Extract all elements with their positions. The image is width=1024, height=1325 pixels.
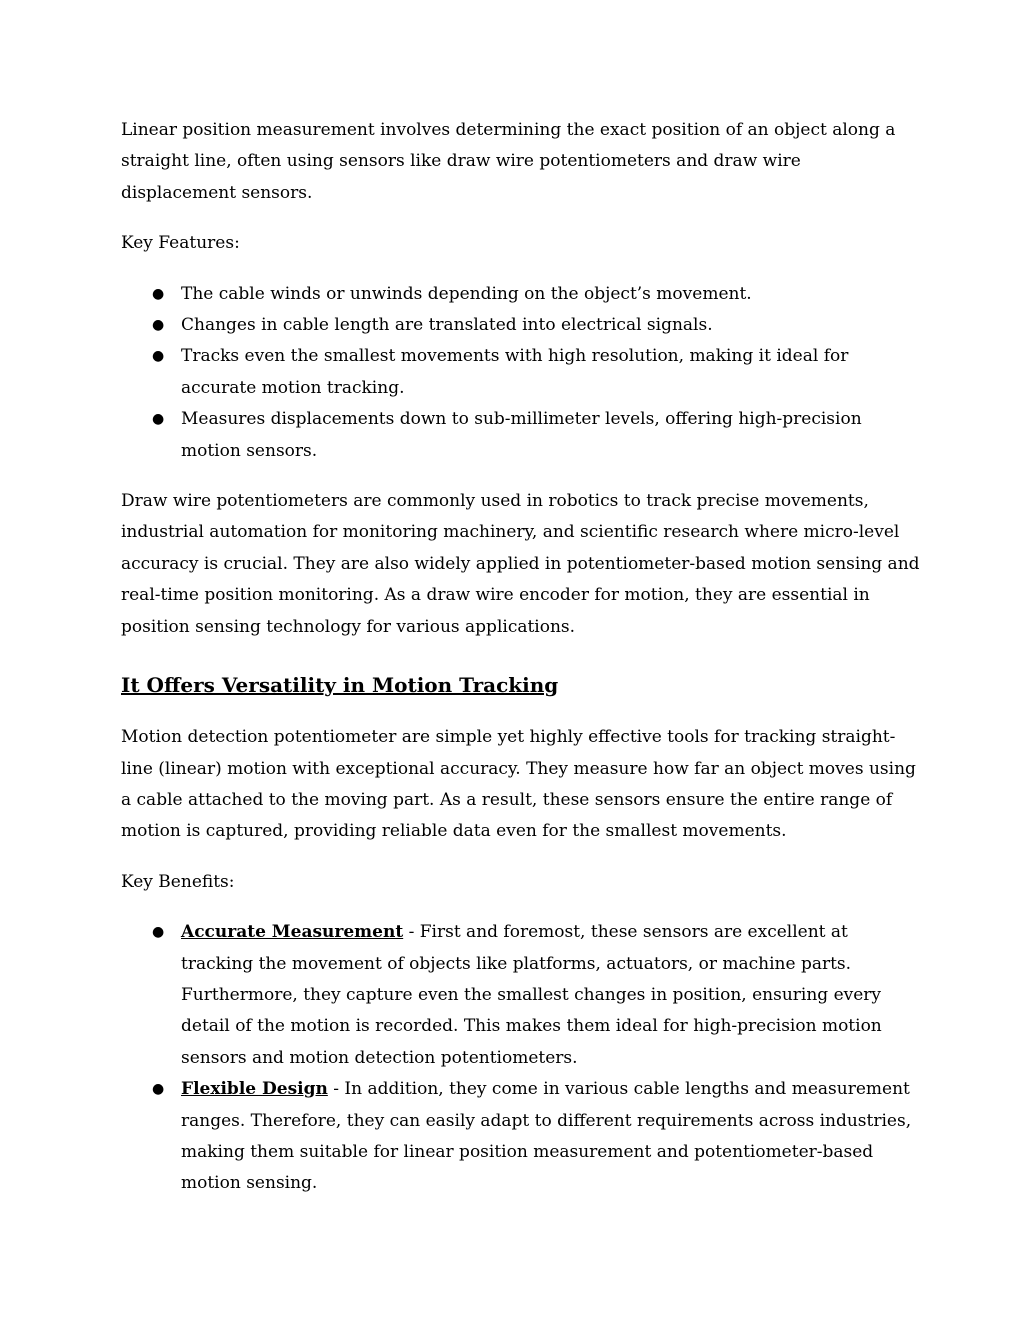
bullet-icon: ● bbox=[152, 285, 165, 302]
feature-text: Changes in cable length are translated into electrical signals. bbox=[181, 315, 713, 336]
list-item bbox=[121, 917, 921, 1074]
benefit-term: Accurate Measurement bbox=[181, 922, 404, 943]
intro-paragraph: Linear position measurement involves determining the exact position of an object along a straight line, often using sensors like draw wire potentiometers and draw wire displacement sensors. bbox=[121, 120, 896, 203]
list-item bbox=[121, 404, 921, 467]
list-item bbox=[121, 1074, 921, 1200]
bullet-icon: ● bbox=[152, 348, 165, 365]
applications-paragraph: Draw wire potentiometers are commonly used in robotics to track precise movements, industrial automation for monitoring machinery, and scientific research where micro-level accuracy is crucial. They are also widely applied in potentiometer-based motion sensing and real-time position monitoring. As a draw wire encoder for motion, they are essential in position sensing technology for various applications. bbox=[121, 491, 920, 637]
key-features-label: Key Features: bbox=[121, 233, 240, 254]
list-item bbox=[121, 310, 921, 341]
bullet-icon: ● bbox=[152, 411, 165, 428]
document-page bbox=[121, 115, 921, 1219]
list-item bbox=[121, 341, 921, 404]
key-features-list bbox=[121, 279, 921, 467]
list-item bbox=[121, 279, 921, 310]
key-benefits-label: Key Benefits: bbox=[121, 871, 235, 892]
bullet-icon: ● bbox=[152, 317, 165, 334]
bullet-icon: ● bbox=[152, 924, 165, 941]
feature-text: Measures displacements down to sub-millimeter levels, offering high-precision motion sensors. bbox=[181, 409, 862, 461]
feature-text: The cable winds or unwinds depending on the object’s movement. bbox=[181, 283, 752, 304]
motion-paragraph: Motion detection potentiometer are simple yet highly effective tools for tracking straight-line (linear) motion with exceptional accuracy. They measure how far an object moves using a cable attached to the moving part. As a result, these sensors ensure the entire range of motion is captured, providing reliable data even for the smallest movements. bbox=[121, 727, 916, 842]
bullet-icon: ● bbox=[152, 1081, 165, 1098]
section-heading: It Offers Versatility in Motion Tracking bbox=[121, 673, 559, 698]
benefit-text: - In addition, they come in various cable lengths and measurement ranges. Therefore, they can easily adapt to different requirements across industries, making them suitable for linear position measurement and potentiometer-based motion sensing. bbox=[181, 1079, 912, 1194]
feature-text: Tracks even the smallest movements with high resolution, making it ideal for accurate motion tracking. bbox=[181, 346, 849, 398]
benefit-term: Flexible Design bbox=[181, 1079, 328, 1100]
benefit-text: - First and foremost, these sensors are excellent at tracking the movement of objects like platforms, actuators, or machine parts. Furthermore, they capture even the smallest changes in position, ensuring every detail of the motion is recorded. This makes them ideal for high-precision motion sensors and motion detection potentiometers. bbox=[181, 922, 882, 1068]
key-benefits-list bbox=[121, 917, 921, 1200]
